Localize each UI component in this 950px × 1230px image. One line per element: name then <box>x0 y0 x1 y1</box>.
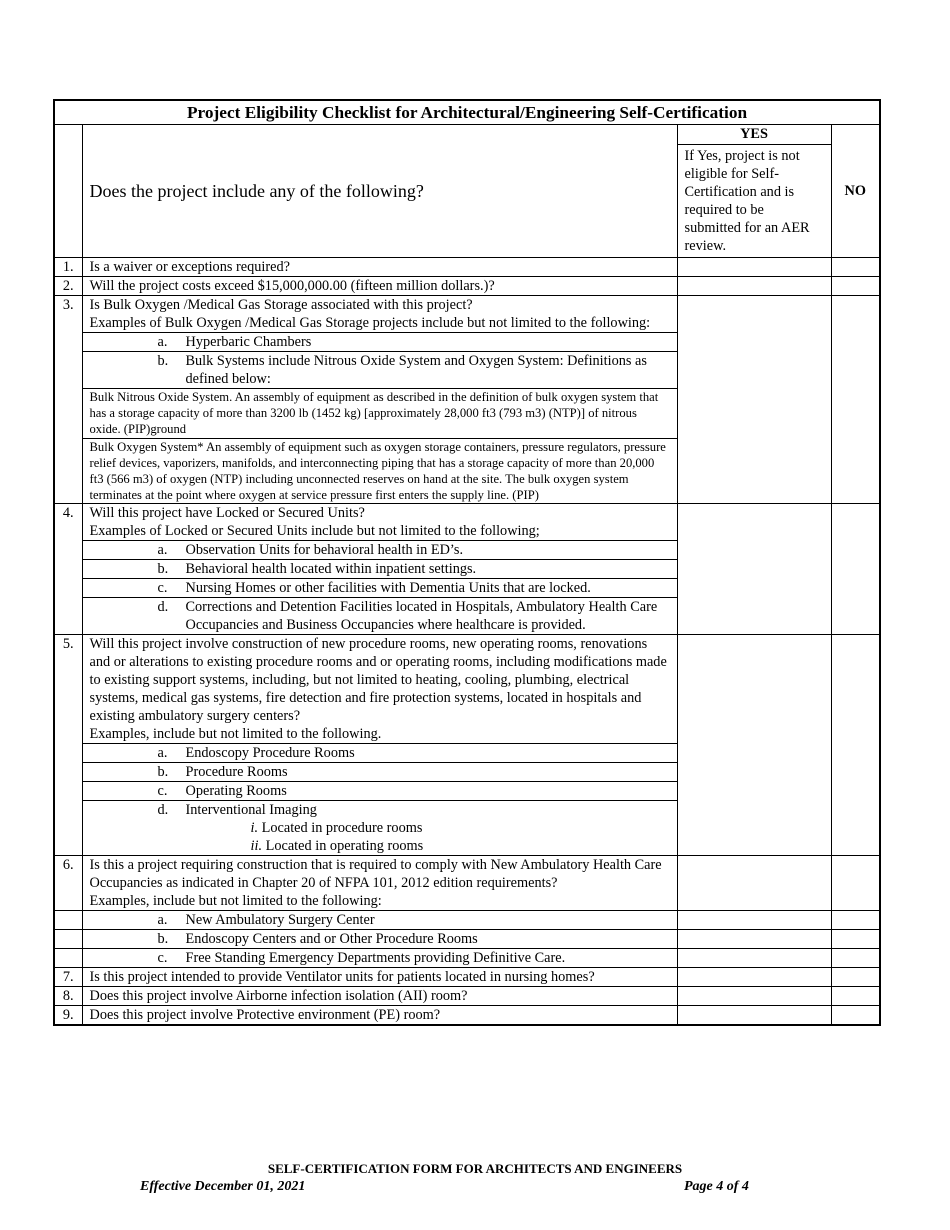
yes-checkbox-cell[interactable] <box>677 856 831 911</box>
item-question: Will the project costs exceed $15,000,000.00 (fifteen million dollars.)? <box>82 277 677 296</box>
sub-item: d. Interventional Imaging i. Located in procedure rooms ii. Located in operating rooms <box>82 801 677 856</box>
yes-column-header: YES <box>677 125 831 145</box>
yes-checkbox-cell[interactable] <box>677 296 831 504</box>
no-checkbox-cell[interactable] <box>831 1006 880 1026</box>
yes-checkbox-cell[interactable] <box>677 277 831 296</box>
yes-checkbox-cell[interactable] <box>677 930 831 949</box>
sub-item: b. Endoscopy Centers and or Other Procedure Rooms <box>82 930 677 949</box>
form-title-footer: SELF-CERTIFICATION FORM FOR ARCHITECTS AND ENGINEERS <box>267 1161 683 1176</box>
no-checkbox-cell[interactable] <box>831 930 880 949</box>
no-checkbox-cell[interactable] <box>831 949 880 968</box>
yes-column-note: If Yes, project is not eligible for Self-Certification and is required to be submitted for an AER review. <box>677 145 831 258</box>
sub-sub-item: ii. Located in operating rooms <box>250 838 424 855</box>
item-examples: Examples of Locked or Secured Units include but not limited to the following; <box>89 523 540 540</box>
item-question: Is this a project requiring construction that is required to comply with New Ambulatory Health Care Occupancies as indicated in Chapter 20 of NFPA 101, 2012 edition requirements? Examples, include but not limited to the following: <box>82 856 677 911</box>
sub-item: c. Free Standing Emergency Departments providing Definitive Care. <box>82 949 677 968</box>
sub-item: c. Nursing Homes or other facilities with Dementia Units that are locked. <box>82 579 677 598</box>
item-examples: Examples, include but not limited to the following. <box>89 726 382 743</box>
yes-checkbox-cell[interactable] <box>677 949 831 968</box>
no-checkbox-cell[interactable] <box>831 987 880 1006</box>
sub-item: c. Operating Rooms <box>82 782 677 801</box>
definition-oxygen: Bulk Oxygen System* An assembly of equipment such as oxygen storage containers, pressure regulators, pressure relief devices, vaporizers, manifolds, and interconnecting piping that has a storage capacity of more than 20,000 ft3 (566 m3) of oxygen (NTP) including unconnected reserves on hand at the site. The bulk oxygen system terminates at the point where oxygen at service pressure first enters the supply line. (PIP) <box>82 438 677 504</box>
item-question: Is a waiver or exceptions required? <box>82 258 677 277</box>
yes-checkbox-cell[interactable] <box>677 504 831 635</box>
effective-date: Effective December 01, 2021 <box>140 1179 306 1194</box>
sub-item: b. Procedure Rooms <box>82 763 677 782</box>
definition-nitrous-oxide: Bulk Nitrous Oxide System. An assembly of equipment as described in the definition of bulk oxygen system that has a storage capacity of more than 3200 lb (1452 kg) [approximately 28,000 ft3 (793 m3) (NTP)] of nitrous oxide. (PIP)ground <box>82 389 677 439</box>
item-number: 8. <box>54 987 82 1006</box>
no-checkbox-cell[interactable] <box>831 296 880 504</box>
yes-checkbox-cell[interactable] <box>677 987 831 1006</box>
item-number: 9. <box>54 1006 82 1026</box>
yes-checkbox-cell[interactable] <box>677 968 831 987</box>
header-question: Does the project include any of the following? <box>82 125 677 258</box>
no-checkbox-cell[interactable] <box>831 856 880 911</box>
no-column-header: NO <box>831 125 880 258</box>
item-question: Will this project have Locked or Secured Units? Examples of Locked or Secured Units include but not limited to the following; <box>82 504 677 541</box>
item-number: 4. <box>54 504 82 635</box>
yes-checkbox-cell[interactable] <box>677 911 831 930</box>
sub-item: b. Bulk Systems include Nitrous Oxide System and Oxygen System: Definitions as defined below: <box>82 352 677 389</box>
yes-checkbox-cell[interactable] <box>677 635 831 856</box>
no-checkbox-cell[interactable] <box>831 968 880 987</box>
yes-checkbox-cell[interactable] <box>677 1006 831 1026</box>
item-question: Will this project involve construction of new procedure rooms, new operating rooms, renovations and or alterations to existing procedure rooms and or operating rooms, including modifications made to existing support systems, including, but not limited to heating, cooling, plumbing, electrical systems, medical gas systems, fire detection and fire protection systems, located in hospitals and existing ambulatory surgery centers? Examples, include but not limited to the following. <box>82 635 677 744</box>
item-number: 6. <box>54 856 82 911</box>
item-examples: Examples, include but not limited to the following: <box>89 893 382 910</box>
checklist-document <box>53 99 879 1026</box>
eligibility-checklist-table <box>53 99 881 1026</box>
item-number: 5. <box>54 635 82 856</box>
item-number: 1. <box>54 258 82 277</box>
checklist-title: Project Eligibility Checklist for Architectural/Engineering Self-Certification <box>54 100 880 125</box>
sub-item: a. Observation Units for behavioral health in ED’s. <box>82 541 677 560</box>
sub-item: a. New Ambulatory Surgery Center <box>82 911 677 930</box>
sub-item: d. Corrections and Detention Facilities located in Hospitals, Ambulatory Health Care Occupancies and Business Occupancies where healthcare is provided. <box>82 598 677 635</box>
sub-item: a. Hyperbaric Chambers <box>82 333 677 352</box>
item-number: 3. <box>54 296 82 504</box>
item-question: Does this project involve Airborne infection isolation (AII) room? <box>82 987 677 1006</box>
yes-checkbox-cell[interactable] <box>677 258 831 277</box>
item-question: Is this project intended to provide Ventilator units for patients located in nursing homes? <box>82 968 677 987</box>
item-question: Does this project involve Protective environment (PE) room? <box>82 1006 677 1026</box>
item-question: Is Bulk Oxygen /Medical Gas Storage associated with this project? Examples of Bulk Oxygen /Medical Gas Storage projects include but not limited to the following: <box>82 296 677 333</box>
sub-item: a. Endoscopy Procedure Rooms <box>82 744 677 763</box>
page-number: Page 4 of 4 <box>684 1179 749 1194</box>
item-number: 7. <box>54 968 82 987</box>
no-checkbox-cell[interactable] <box>831 635 880 856</box>
no-checkbox-cell[interactable] <box>831 258 880 277</box>
sub-item: b. Behavioral health located within inpatient settings. <box>82 560 677 579</box>
sub-sub-item: i. Located in procedure rooms <box>250 820 423 837</box>
item-number: 2. <box>54 277 82 296</box>
no-checkbox-cell[interactable] <box>831 911 880 930</box>
item-examples: Examples of Bulk Oxygen /Medical Gas Storage projects include but not limited to the following: <box>89 315 651 331</box>
no-checkbox-cell[interactable] <box>831 277 880 296</box>
no-checkbox-cell[interactable] <box>831 504 880 635</box>
